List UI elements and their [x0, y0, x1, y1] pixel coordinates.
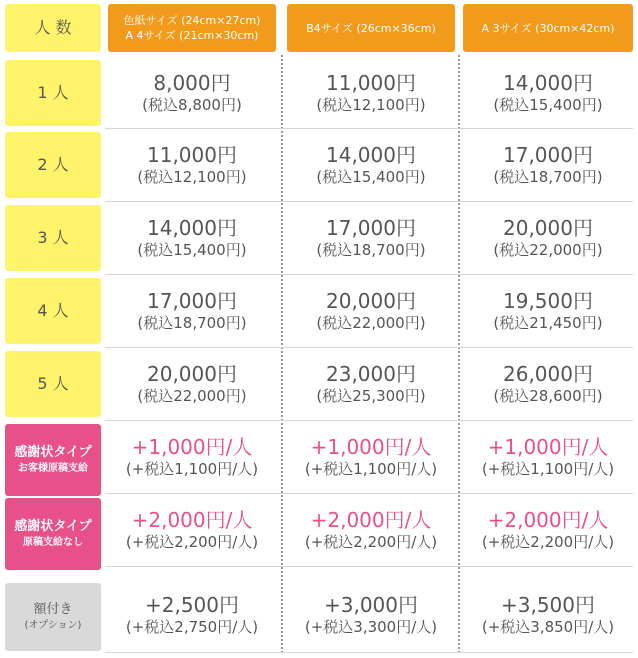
- header-col1-line1: 色紙サイズ (24cm×27cm): [123, 14, 261, 27]
- price-cell: [463, 582, 633, 648]
- price-tax: (税込28,600円): [493, 387, 603, 405]
- header-col3-label: A 3サイズ (30cm×42cm): [481, 21, 615, 35]
- price-tax: (+税込1,100円/人): [304, 460, 438, 478]
- row-label-1-person: [5, 60, 101, 126]
- price-cell: [108, 351, 276, 417]
- price-main: +2,000円/人: [131, 508, 253, 532]
- price-main: +2,000円/人: [310, 508, 432, 532]
- price-cell: [108, 582, 276, 648]
- price-tax: (税込15,400円): [137, 241, 247, 259]
- header-col-shikishi-a4: [108, 4, 276, 52]
- price-main: 14,000円: [503, 71, 593, 95]
- price-main: +1,000円/人: [487, 435, 609, 459]
- price-main: 17,000円: [326, 216, 416, 240]
- price-main: 26,000円: [503, 362, 593, 386]
- price-tax: (税込22,000円): [316, 314, 426, 332]
- row-label-title: 感謝状タイプ: [14, 519, 92, 534]
- row-divider: [105, 128, 633, 129]
- price-main: +1,000円/人: [310, 435, 432, 459]
- price-cell: [287, 497, 455, 563]
- price-tax: (税込18,700円): [493, 168, 603, 186]
- row-divider: [105, 201, 633, 202]
- row-label-text: 2 人: [37, 155, 69, 174]
- row-label-certificate-no-draft: [5, 498, 101, 570]
- row-label-frame-option: [5, 583, 101, 651]
- price-main: 14,000円: [147, 216, 237, 240]
- price-tax: (税込12,100円): [137, 168, 247, 186]
- row-label-subtitle: お客様原稿支給: [18, 463, 88, 474]
- header-col2-label: B4サイズ (26cm×36cm): [306, 21, 436, 35]
- price-cell: [463, 278, 633, 344]
- row-divider: [105, 274, 633, 275]
- price-tax: (+税込2,200円/人): [125, 533, 259, 551]
- column-divider: [458, 55, 460, 653]
- row-label-title: 感謝状タイプ: [14, 445, 92, 460]
- price-cell: [108, 497, 276, 563]
- price-main: 23,000円: [326, 362, 416, 386]
- row-label-text: 4 人: [37, 301, 69, 320]
- price-main: +2,500円: [144, 593, 239, 617]
- price-cell: [463, 132, 633, 198]
- price-tax: (税込8,800円): [142, 96, 242, 114]
- row-label-2-persons: [5, 132, 101, 198]
- row-label-certificate-customer-draft: [5, 424, 101, 496]
- price-main: 20,000円: [326, 289, 416, 313]
- row-divider: [105, 652, 633, 653]
- price-main: 14,000円: [326, 143, 416, 167]
- header-corner-label: 人 数: [34, 18, 72, 37]
- price-cell: [287, 60, 455, 126]
- price-main: +3,500円: [500, 593, 595, 617]
- price-main: +2,000円/人: [487, 508, 609, 532]
- row-label-subtitle: 原稿支給なし: [23, 537, 83, 548]
- row-label-text: 1 人: [37, 83, 69, 102]
- price-tax: (税込15,400円): [493, 96, 603, 114]
- price-cell: [287, 278, 455, 344]
- price-cell: [287, 132, 455, 198]
- header-col1-line2: A 4サイズ (21cm×30cm): [125, 29, 259, 42]
- price-main: 8,000円: [153, 71, 231, 95]
- price-main: 20,000円: [147, 362, 237, 386]
- price-tax: (+税込1,100円/人): [125, 460, 259, 478]
- price-tax: (+税込3,850円/人): [481, 618, 615, 636]
- row-divider: [105, 566, 633, 567]
- header-col-b4: [287, 4, 455, 52]
- price-main: 17,000円: [503, 143, 593, 167]
- price-cell: [463, 351, 633, 417]
- row-divider: [105, 493, 633, 494]
- price-cell: [463, 205, 633, 271]
- price-main: 19,500円: [503, 289, 593, 313]
- price-tax: (税込25,300円): [316, 387, 426, 405]
- price-tax: (税込22,000円): [137, 387, 247, 405]
- price-tax: (税込21,450円): [493, 314, 603, 332]
- row-label-4-persons: [5, 278, 101, 344]
- price-main: +3,000円: [323, 593, 418, 617]
- price-cell: [108, 278, 276, 344]
- price-main: +1,000円/人: [131, 435, 253, 459]
- price-cell: [463, 497, 633, 563]
- price-tax: (+税込2,200円/人): [481, 533, 615, 551]
- price-main: 20,000円: [503, 216, 593, 240]
- price-tax: (税込18,700円): [316, 241, 426, 259]
- price-cell: [463, 60, 633, 126]
- price-cell: [287, 582, 455, 648]
- price-cell: [108, 60, 276, 126]
- price-tax: (税込18,700円): [137, 314, 247, 332]
- price-tax: (+税込2,200円/人): [304, 533, 438, 551]
- price-tax: (税込15,400円): [316, 168, 426, 186]
- price-tax: (+税込3,300円/人): [304, 618, 438, 636]
- price-tax: (税込12,100円): [316, 96, 426, 114]
- row-divider: [105, 347, 633, 348]
- price-cell: [108, 132, 276, 198]
- price-main: 11,000円: [326, 71, 416, 95]
- header-col-a3: [463, 4, 633, 52]
- row-label-title: 額付き: [33, 602, 73, 617]
- price-cell: [108, 205, 276, 271]
- row-label-3-persons: [5, 205, 101, 271]
- column-divider: [281, 55, 283, 653]
- price-cell: [287, 424, 455, 490]
- row-label-5-persons: [5, 351, 101, 417]
- row-label-text: 3 人: [37, 228, 69, 247]
- row-label-text: 5 人: [37, 374, 69, 393]
- price-tax: (+税込2,750円/人): [125, 618, 259, 636]
- row-label-subtitle: (オプション): [24, 620, 82, 631]
- price-cell: [287, 351, 455, 417]
- row-divider: [105, 420, 633, 421]
- price-tax: (+税込1,100円/人): [481, 460, 615, 478]
- header-corner: [5, 4, 101, 52]
- price-cell: [287, 205, 455, 271]
- price-cell: [463, 424, 633, 490]
- price-main: 17,000円: [147, 289, 237, 313]
- price-cell: [108, 424, 276, 490]
- price-main: 11,000円: [147, 143, 237, 167]
- price-tax: (税込22,000円): [493, 241, 603, 259]
